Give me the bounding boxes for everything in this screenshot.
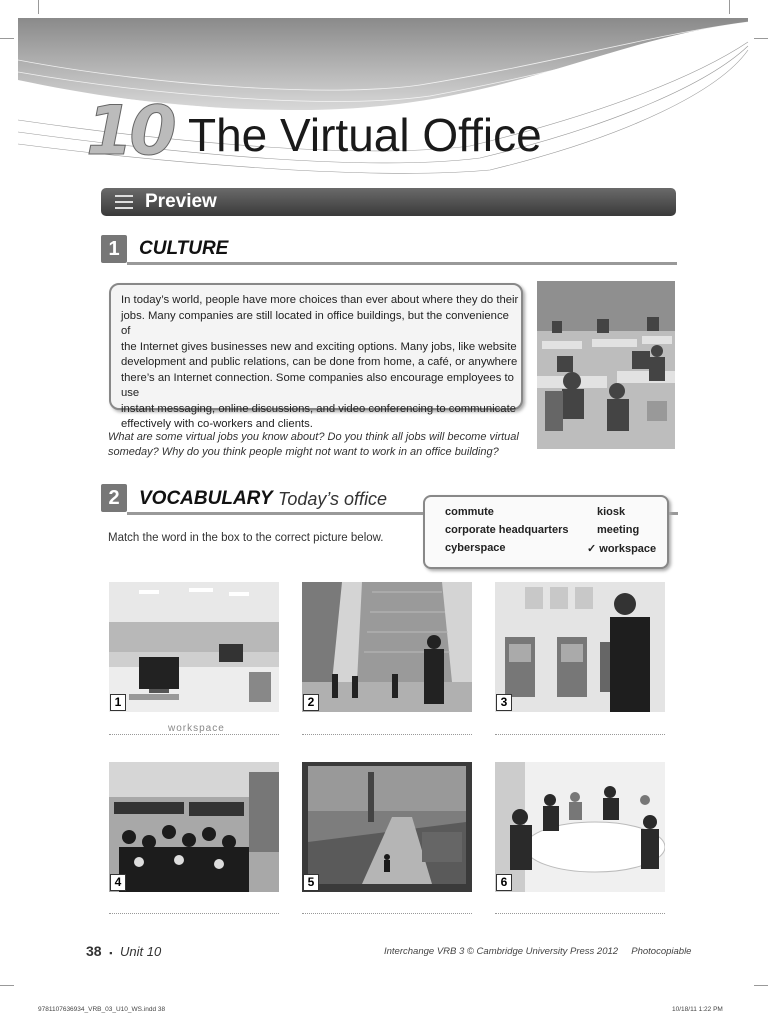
answer-line <box>495 734 665 735</box>
answer-text: workspace <box>168 723 225 734</box>
picture-number: 3 <box>496 694 512 711</box>
culture-line: In today’s world, people have more choices than ever about where they do their <box>121 294 519 306</box>
page-title: The Virtual Office <box>188 109 542 161</box>
vocab-word: corporate headquarters <box>445 524 569 536</box>
vocab-word: commute <box>445 506 494 518</box>
vocab-picture <box>495 762 665 892</box>
print-slug: 9781107636934_VRB_03_U10_WS.indd 38 <box>38 1006 166 1013</box>
culture-text-box <box>109 283 523 430</box>
footer-separator: ▪ <box>109 948 113 958</box>
answer-line <box>302 913 472 914</box>
vocab-picture <box>302 582 472 712</box>
section-rule <box>127 262 677 265</box>
unit-number: 10 <box>86 92 173 171</box>
vocab-picture <box>495 582 665 712</box>
question-line: someday? Why do you think people might not want to work in an office building? <box>108 446 499 458</box>
vocab-word: ✓ workspace <box>587 543 657 555</box>
culture-line: effectively with co-workers and clients. <box>121 418 313 430</box>
vocab-picture <box>109 582 279 712</box>
answer-line <box>109 734 279 735</box>
copyright-notice: Interchange VRB 3 © Cambridge University Press 2012 Photocopiable <box>384 946 692 957</box>
vocab-word: meeting <box>597 524 640 536</box>
section-subheading: Today’s office <box>278 489 388 509</box>
section-number: 2 <box>101 484 127 512</box>
crop-mark <box>754 985 768 986</box>
crop-mark <box>0 985 14 986</box>
vocab-picture <box>109 762 279 892</box>
section-heading: VOCABULARY <box>139 488 273 509</box>
picture-number: 2 <box>303 694 319 711</box>
picture-number: 5 <box>303 874 319 891</box>
vocab-picture <box>302 762 472 892</box>
culture-line: there’s an Internet connection. Some companies also encourage employees to use <box>121 371 514 399</box>
print-date: 10/18/11 1:22 PM <box>672 1006 723 1013</box>
list-icon <box>115 195 133 209</box>
vocab-instruction: Match the word in the box to the correct picture below. <box>108 532 384 544</box>
vocab-word: cyberspace <box>445 542 506 554</box>
picture-number: 6 <box>496 874 512 891</box>
answer-line <box>109 913 279 914</box>
culture-line: development and public relations, can be done from home, a café, or anywhere <box>121 356 518 368</box>
word-box <box>423 495 669 569</box>
unit-label: Unit 10 <box>120 944 162 959</box>
section-heading: CULTURE <box>139 238 229 259</box>
page-footer <box>86 943 161 959</box>
culture-line: jobs. Many companies are still located in office buildings, but the convenience of <box>121 309 509 337</box>
picture-number: 1 <box>110 694 126 711</box>
answer-line <box>302 734 472 735</box>
vocab-word: kiosk <box>597 506 626 518</box>
preview-banner <box>101 188 676 216</box>
office-photo <box>537 281 675 449</box>
section-number: 1 <box>101 235 127 263</box>
page-number: 38 <box>86 943 102 959</box>
culture-line: instant messaging, online discussions, and video conferencing to communicate <box>121 402 516 415</box>
section-rule <box>127 512 425 515</box>
question-line: What are some virtual jobs you know about? Do you think all jobs will become virtual <box>108 431 519 443</box>
preview-label: Preview <box>145 191 217 212</box>
picture-number: 4 <box>110 874 126 891</box>
culture-line: the Internet gives businesses new and exciting options. Many jobs, like website <box>121 340 517 353</box>
answer-line <box>495 913 665 914</box>
culture-question <box>108 430 538 460</box>
